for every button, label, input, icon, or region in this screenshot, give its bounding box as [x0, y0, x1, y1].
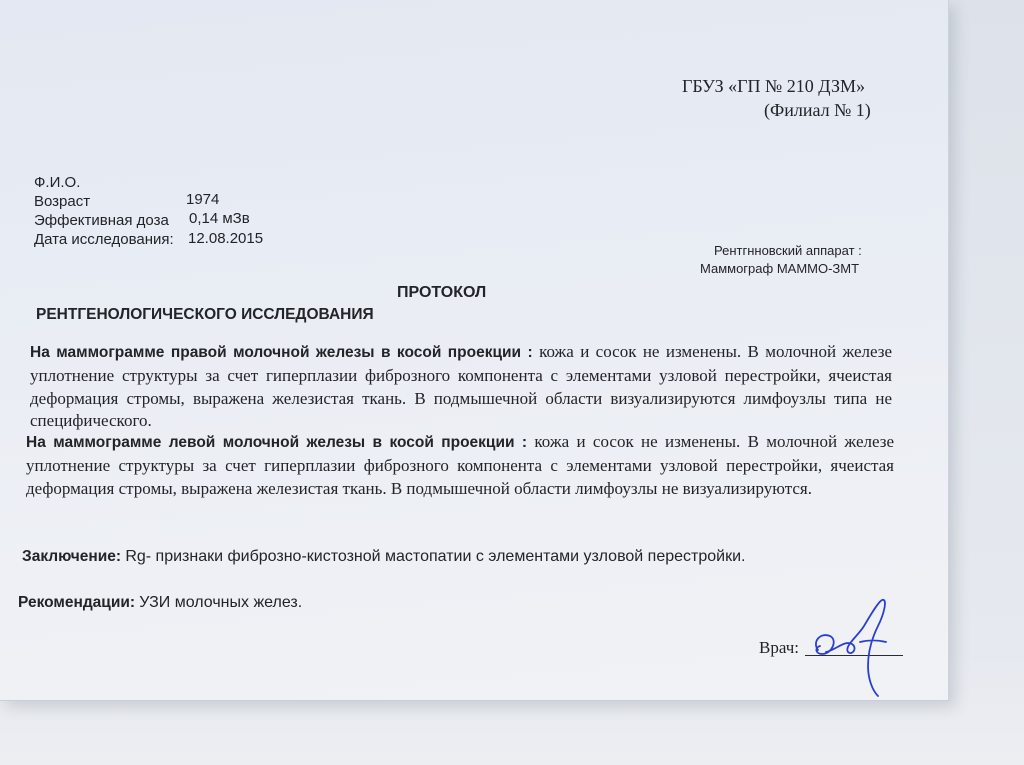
doctor-label: Врач:: [759, 638, 799, 657]
findings-left-text: кожа и сосок не изменены. В молочной железе уплотнение структуры за счет гиперплазии фиброзного компонента с элементами узловой перестройки, ячеистая деформация стромы, выражена железистая ткань. В подмышечной области лимфоузлы не визуализируются.: [26, 432, 894, 498]
dose-label: Эффективная доза: [34, 212, 169, 229]
age-value: 1974: [186, 191, 220, 208]
findings-left-breast: [26, 431, 894, 500]
org-branch: (Филиал № 1): [764, 100, 871, 120]
device-label: Рентгнновский аппарат :: [714, 243, 862, 258]
signature-mark: [808, 596, 890, 700]
dose-value: 0,14 мЗв: [189, 210, 250, 227]
date-value: 12.08.2015: [188, 230, 264, 247]
findings-right-breast: [30, 341, 892, 433]
protocol-subtitle: РЕНТГЕНОЛОГИЧЕСКОГО ИССЛЕДОВАНИЯ: [36, 306, 374, 323]
conclusion-text: Rg- признаки фиброзно-кистозной мастопатии с элементами узловой перестройки.: [125, 548, 746, 565]
fio-label: Ф.И.О.: [34, 174, 81, 191]
conclusion-row: [22, 546, 745, 566]
device-value: Маммограф МАММО-ЗМТ: [700, 261, 860, 276]
recommendations-label: Рекомендации:: [18, 594, 136, 611]
org-name: ГБУЗ «ГП № 210 ДЗМ»: [682, 76, 865, 96]
findings-left-lead: На маммограмме левой молочной железы в косой проекции :: [26, 434, 528, 451]
recommendations-text: УЗИ молочных желез.: [139, 594, 303, 611]
age-label: Возраст: [34, 193, 91, 210]
conclusion-label: Заключение:: [22, 548, 122, 565]
date-label: Дата исследования:: [34, 231, 174, 248]
recommendations-row: [18, 592, 302, 612]
protocol-title: ПРОТОКОЛ: [397, 284, 487, 301]
findings-right-lead: На маммограмме правой молочной железы в косой проекции :: [30, 344, 533, 361]
findings-right-text: кожа и сосок не изменены. В молочной железе уплотнение структуры за счет гиперплазии фиброзного компонента с элементами узловой перестройки, ячеистая деформация стромы, выражена железистая ткань. В подмышечной области визуализируются лимфоузлы типа не специфического.: [30, 342, 893, 431]
